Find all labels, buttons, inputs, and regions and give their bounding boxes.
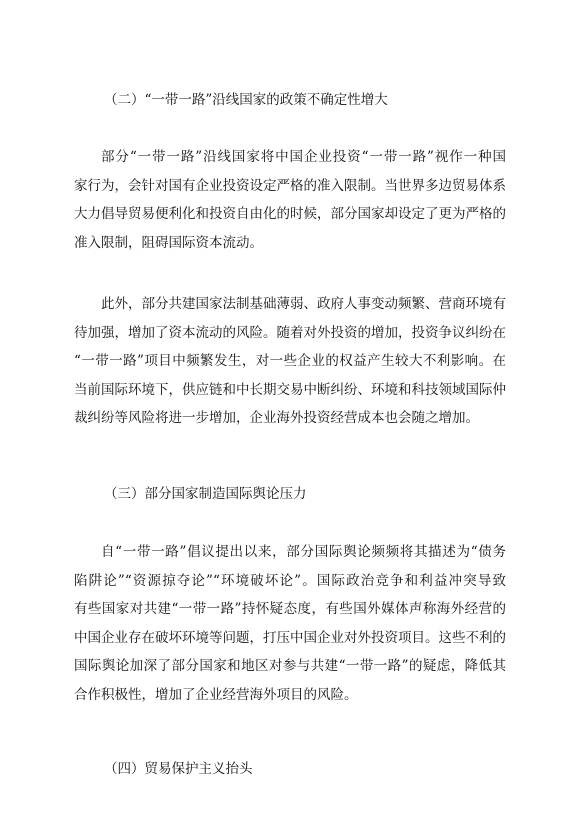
text-line: 部分“一带一路”沿线国家将中国企业投资“一带一路”视作一种国 bbox=[101, 149, 506, 165]
section-heading-4: （四）贸易保护主义抬头 bbox=[104, 761, 253, 777]
text-line: 自“一带一路”倡议提出以来，部分国际舆论频频将其描述为“债务 bbox=[101, 544, 506, 560]
text-line: 准入限制，阻碍国际资本流动。 bbox=[74, 234, 263, 251]
section-heading-3: （三）部分国家制造国际舆论压力 bbox=[104, 486, 307, 502]
paragraph-2-1 bbox=[74, 143, 506, 257]
text-line: 待加强，增加了资本流动的风险。随着对外投资的增加，投资争议纠纷在 bbox=[74, 324, 506, 341]
text-line: 大力倡导贸易便利化和投资自由化的时候，部分国家却设定了更为严格的 bbox=[74, 206, 506, 223]
text-line: 此外，部分共建国家法制基础薄弱、政府人事变动频繁、营商环境有 bbox=[101, 296, 506, 312]
text-line: 家行为，会针对国有企业投资设定严格的准入限制。当世界多边贸易体系 bbox=[74, 177, 506, 194]
paragraph-2-2 bbox=[74, 290, 506, 433]
text-line: 合作积极性，增加了企业经营海外项目的风险。 bbox=[74, 686, 358, 703]
paragraph-3-1 bbox=[74, 538, 506, 710]
section-heading-2: （二）“一带一路”沿线国家的政策不确定性增大 bbox=[104, 92, 388, 108]
text-line: 有些国家对共建“一带一路”持怀疑态度，有些国外媒体声称海外经营的 bbox=[74, 601, 506, 618]
text-line: 陷阱论”“资源掠夺论”“环境破坏论”。国际政治竞争和利益冲突导致 bbox=[74, 572, 506, 589]
text-line: 国际舆论加深了部分国家和地区对参与共建“一带一路”的疑虑，降低其 bbox=[74, 658, 506, 675]
text-line: 裁纠纷等风险将进一步增加，企业海外投资经营成本也会随之增加。 bbox=[74, 410, 479, 427]
text-line: “一带一路”项目中频繁发生，对一些企业的权益产生较大不利影响。在 bbox=[74, 353, 506, 370]
text-line: 中国企业存在破坏环境等问题，打压中国企业对外投资项目。这些不利的 bbox=[74, 629, 506, 646]
text-line: 当前国际环境下，供应链和中长期交易中断纠纷、环境和科技领域国际仲 bbox=[74, 381, 506, 398]
